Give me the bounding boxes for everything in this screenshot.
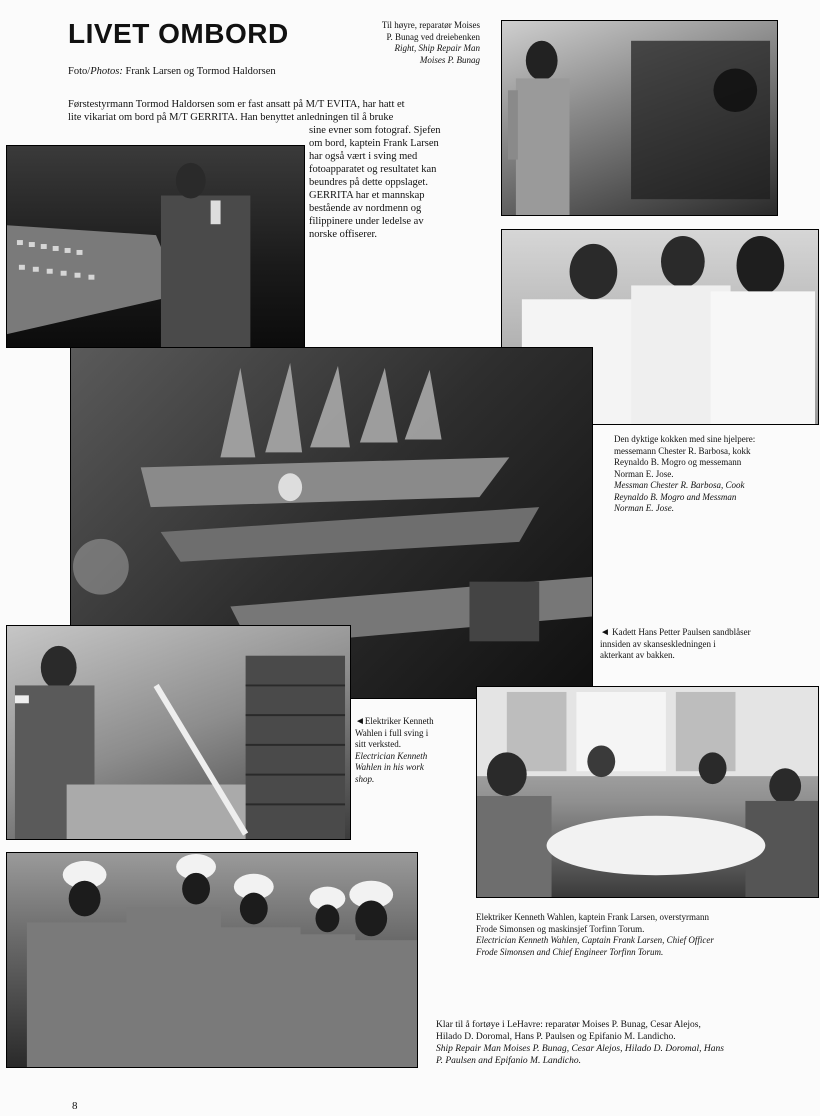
photo-credit-italic: Photos:	[90, 66, 123, 77]
intro-paragraph-column	[309, 124, 482, 241]
cook-caption-no-4: Norman E. Jose.	[614, 468, 674, 479]
cook-caption-en-1: Messman Chester R. Barbosa, Cook	[614, 480, 745, 490]
dinner-caption-en-1: Electrician Kenneth Wahlen, Captain Frank Larsen, Chief Officer	[476, 935, 714, 945]
dinner-illustration	[477, 687, 818, 897]
cadet-caption-2: innsiden av skanseskledningen i	[600, 638, 716, 649]
photo-electrician-workshop	[6, 625, 351, 840]
lathe-caption-no-2: P. Bunag ved dreiebenken	[386, 31, 480, 42]
crew-caption	[436, 1019, 816, 1067]
intro-line-1: Førstestyrmann Tormod Haldorsen som er fast ansatt på M/T EVITA, har hatt et	[68, 99, 405, 110]
photo-credit	[68, 66, 276, 78]
dinner-caption-no-1: Elektriker Kenneth Wahlen, kaptein Frank Larsen, overstyrmann	[476, 912, 710, 922]
crew-caption-no-2: Hilado D. Doromal, Hans P. Paulsen og Epifanio M. Landicho.	[436, 1032, 676, 1042]
intro-line-2: lite vikariat om bord på M/T GERRITA. Han benyttet anledningen til å bruke	[68, 112, 394, 123]
dinner-caption-no-2: Frode Simonsen og maskinsjef Torfinn Torum.	[476, 923, 645, 934]
intro-line-5: har også vært i sving med	[309, 151, 418, 162]
crew-illustration	[7, 853, 417, 1067]
crew-caption-en-2: P. Paulsen and Epifanio M. Landicho.	[436, 1056, 581, 1066]
control-room-illustration	[7, 146, 304, 347]
cook-caption-en-2: Reynaldo B. Mogro and Messman	[614, 491, 737, 502]
intro-line-11: norske offiserer.	[309, 229, 378, 240]
cadet-caption-1: Kadett Hans Petter Paulsen sandblåser	[609, 627, 751, 637]
electrician-caption-en-3: shop.	[355, 773, 375, 784]
intro-paragraph	[68, 98, 482, 124]
photo-credit-prefix: Foto/	[68, 66, 91, 77]
crew-caption-en-1: Ship Repair Man Moises P. Bunag, Cesar Alejos, Hilado D. Doromal, Hans	[436, 1044, 724, 1054]
cook-caption-no-1: Den dyktige kokken med sine hjelpere:	[614, 434, 756, 444]
photo-control-room	[6, 145, 305, 348]
workshop-illustration	[7, 626, 350, 839]
electrician-caption-no-1: Elektriker Kenneth	[364, 716, 434, 726]
intro-line-9: bestående av nordmenn og	[309, 203, 422, 214]
lathe-caption-no-1: Til høyre, reparatør Moises	[381, 20, 480, 30]
cadet-caption	[600, 627, 815, 662]
page-number: 8	[72, 1100, 78, 1112]
intro-line-10: filippinere under ledelse av	[309, 216, 424, 227]
page-title: LIVET OMBORD	[68, 18, 289, 49]
electrician-caption-en-1: Electrician Kenneth	[355, 750, 428, 761]
electrician-caption-no-2: Wahlen i full sving i	[355, 727, 429, 738]
lathe-illustration	[502, 21, 777, 215]
intro-line-3: sine evner som fotograf. Sjefen	[309, 125, 441, 136]
photo-credit-names: Frank Larsen og Tormod Haldorsen	[122, 66, 276, 77]
dinner-caption-en-2: Frode Simonsen and Chief Engineer Torfinn Torum.	[476, 946, 664, 957]
electrician-caption-no-3: sitt verksted.	[355, 739, 401, 749]
photo-crew-hardhats	[6, 852, 418, 1068]
cook-caption	[614, 434, 814, 515]
cadet-caption-3: akterkant av bakken.	[600, 650, 675, 660]
cook-caption-no-2: messemann Chester R. Barbosa, kokk	[614, 445, 751, 456]
intro-line-8: GERRITA har et mannskap	[309, 190, 425, 201]
cook-caption-no-3: Reynaldo B. Mogro og messemann	[614, 457, 742, 467]
lathe-caption-en-2: Moises P. Bunag	[419, 54, 480, 65]
dinner-caption	[476, 912, 816, 958]
photo-officers-dinner	[476, 686, 819, 898]
lathe-caption-en-1: Right, Ship Repair Man	[394, 43, 480, 53]
cadet-arrow-icon: ◄	[600, 627, 610, 638]
crew-caption-no-1: Klar til å fortøye i LeHavre: reparatør Moises P. Bunag, Cesar Alejos,	[436, 1020, 701, 1030]
electrician-arrow-icon: ◄	[355, 716, 365, 727]
electrician-caption	[355, 716, 465, 785]
electrician-caption-en-2: Wahlen in his work	[355, 762, 424, 772]
cook-caption-en-3: Norman E. Jose.	[614, 503, 674, 513]
lathe-caption	[330, 20, 480, 66]
intro-line-4: om bord, kaptein Frank Larsen	[309, 138, 439, 149]
intro-line-6: fotoapparatet og resultatet kan	[309, 164, 437, 175]
intro-line-7: beundres på dette oppslaget.	[309, 177, 428, 188]
photo-repairman-lathe	[501, 20, 778, 216]
